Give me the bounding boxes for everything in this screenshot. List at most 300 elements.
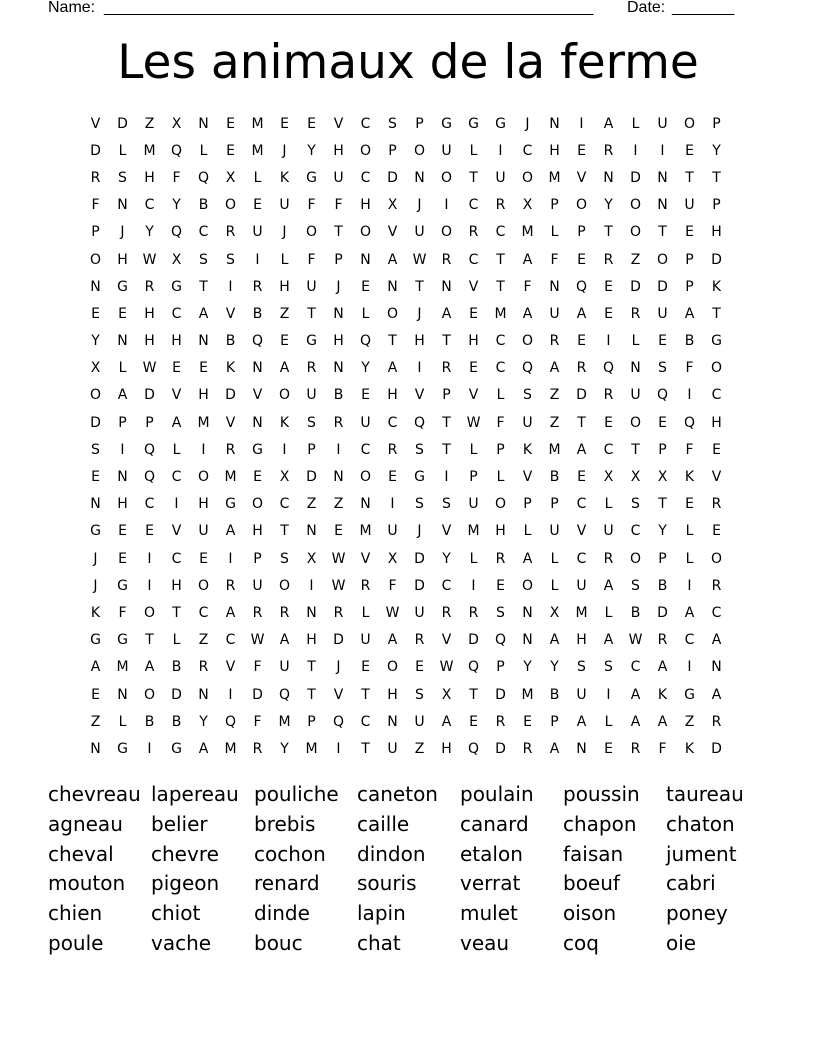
grid-letter[interactable]: R	[225, 577, 236, 594]
grid-letter[interactable]: S	[631, 577, 640, 594]
grid-letter[interactable]: J	[282, 142, 287, 159]
grid-letter[interactable]: U	[306, 387, 317, 404]
grid-letter[interactable]: X	[387, 197, 398, 214]
grid-letter[interactable]: E	[712, 523, 721, 540]
grid-letter[interactable]: U	[549, 305, 560, 322]
grid-letter[interactable]: R	[468, 224, 479, 241]
grid-letter[interactable]: S	[118, 169, 127, 186]
grid-letter[interactable]: S	[91, 441, 100, 458]
grid-letter[interactable]: Z	[144, 115, 155, 132]
grid-letter[interactable]: C	[198, 224, 209, 241]
grid-letter[interactable]: D	[576, 387, 587, 404]
grid-letter[interactable]: A	[522, 251, 533, 268]
letter-grid[interactable]	[82, 110, 730, 763]
grid-letter[interactable]: P	[334, 251, 343, 268]
grid-letter[interactable]: M	[143, 142, 156, 159]
grid-letter[interactable]: R	[549, 333, 560, 350]
grid-letter[interactable]: A	[387, 251, 398, 268]
grid-letter[interactable]: K	[225, 360, 236, 377]
grid-letter[interactable]: O	[224, 197, 237, 214]
grid-letter[interactable]: N	[387, 713, 398, 730]
grid-letter[interactable]: H	[711, 414, 722, 431]
grid-letter[interactable]: L	[631, 115, 640, 132]
grid-letter[interactable]: Y	[199, 713, 208, 730]
grid-letter[interactable]: Q	[467, 740, 480, 757]
grid-letter[interactable]: O	[521, 333, 534, 350]
grid-letter[interactable]: O	[440, 169, 453, 186]
grid-letter[interactable]: H	[468, 333, 479, 350]
grid-letter[interactable]: I	[633, 142, 638, 159]
grid-letter[interactable]: E	[604, 305, 613, 322]
grid-letter[interactable]: B	[549, 469, 560, 486]
grid-letter[interactable]: S	[415, 496, 424, 513]
grid-letter[interactable]: O	[143, 604, 156, 621]
grid-letter[interactable]: M	[548, 441, 561, 458]
grid-letter[interactable]: B	[657, 577, 668, 594]
grid-letter[interactable]: L	[496, 469, 505, 486]
grid-letter[interactable]: P	[685, 278, 694, 295]
grid-letter[interactable]: Z	[630, 251, 641, 268]
grid-letter[interactable]: O	[89, 387, 102, 404]
grid-letter[interactable]: C	[171, 305, 182, 322]
grid-letter[interactable]: H	[198, 496, 209, 513]
grid-letter[interactable]: X	[225, 169, 236, 186]
grid-letter[interactable]: X	[171, 251, 182, 268]
grid-letter[interactable]: L	[361, 305, 370, 322]
grid-letter[interactable]: H	[549, 142, 560, 159]
grid-letter[interactable]: U	[252, 577, 263, 594]
grid-letter[interactable]: B	[171, 659, 182, 676]
grid-letter[interactable]: E	[388, 469, 397, 486]
grid-letter[interactable]: R	[630, 305, 641, 322]
grid-letter[interactable]: Q	[197, 169, 210, 186]
grid-letter[interactable]: R	[657, 632, 668, 649]
grid-letter[interactable]: A	[603, 632, 614, 649]
grid-letter[interactable]: C	[279, 496, 290, 513]
grid-letter[interactable]: E	[361, 659, 370, 676]
grid-letter[interactable]: O	[305, 224, 318, 241]
grid-letter[interactable]: D	[711, 740, 722, 757]
grid-letter[interactable]: O	[656, 251, 669, 268]
grid-letter[interactable]: E	[226, 142, 235, 159]
grid-letter[interactable]: T	[280, 523, 289, 540]
grid-letter[interactable]: L	[469, 142, 478, 159]
grid-letter[interactable]: E	[145, 523, 154, 540]
grid-letter[interactable]: D	[630, 278, 641, 295]
grid-letter[interactable]: R	[441, 604, 452, 621]
grid-letter[interactable]: H	[117, 251, 128, 268]
grid-letter[interactable]: N	[117, 469, 128, 486]
grid-letter[interactable]: Q	[521, 360, 534, 377]
grid-letter[interactable]: Q	[656, 387, 669, 404]
grid-letter[interactable]: T	[442, 333, 451, 350]
grid-letter[interactable]: E	[361, 387, 370, 404]
grid-letter[interactable]: G	[468, 115, 479, 132]
grid-letter[interactable]: A	[144, 659, 155, 676]
grid-letter[interactable]: W	[385, 604, 400, 621]
grid-letter[interactable]: O	[683, 115, 696, 132]
grid-letter[interactable]: L	[199, 142, 208, 159]
grid-letter[interactable]: A	[441, 713, 452, 730]
grid-letter[interactable]: K	[279, 414, 290, 431]
grid-letter[interactable]: H	[576, 632, 587, 649]
grid-letter[interactable]: V	[468, 278, 479, 295]
grid-letter[interactable]: A	[711, 632, 722, 649]
grid-letter[interactable]: U	[657, 305, 668, 322]
grid-letter[interactable]: B	[144, 713, 155, 730]
grid-letter[interactable]: T	[442, 414, 451, 431]
grid-letter[interactable]: R	[333, 604, 344, 621]
grid-letter[interactable]: X	[657, 469, 668, 486]
grid-letter[interactable]: E	[118, 550, 127, 567]
grid-letter[interactable]: A	[711, 686, 722, 703]
grid-letter[interactable]: I	[606, 333, 611, 350]
grid-letter[interactable]: L	[469, 550, 478, 567]
grid-letter[interactable]: M	[467, 523, 480, 540]
grid-letter[interactable]: L	[631, 333, 640, 350]
grid-letter[interactable]: R	[252, 278, 263, 295]
grid-letter[interactable]: W	[439, 659, 454, 676]
grid-letter[interactable]: O	[386, 659, 399, 676]
grid-letter[interactable]: A	[549, 360, 560, 377]
grid-letter[interactable]: G	[495, 115, 506, 132]
grid-letter[interactable]: R	[603, 387, 614, 404]
grid-letter[interactable]: T	[172, 604, 181, 621]
grid-letter[interactable]: K	[684, 740, 695, 757]
grid-letter[interactable]: M	[251, 115, 264, 132]
grid-letter[interactable]: X	[171, 115, 182, 132]
grid-letter[interactable]: R	[441, 360, 452, 377]
grid-letter[interactable]: A	[603, 577, 614, 594]
grid-letter[interactable]: Z	[333, 496, 344, 513]
grid-letter[interactable]: C	[198, 604, 209, 621]
grid-letter[interactable]: R	[252, 604, 263, 621]
grid-letter[interactable]: I	[147, 740, 152, 757]
grid-letter[interactable]: R	[333, 414, 344, 431]
grid-letter[interactable]: S	[523, 387, 532, 404]
grid-letter[interactable]: H	[387, 686, 398, 703]
grid-letter[interactable]: Q	[170, 142, 183, 159]
grid-letter[interactable]: C	[144, 496, 155, 513]
grid-letter[interactable]: C	[711, 604, 722, 621]
grid-letter[interactable]: S	[226, 251, 235, 268]
grid-letter[interactable]: E	[604, 278, 613, 295]
grid-letter[interactable]: Y	[523, 659, 532, 676]
grid-letter[interactable]: K	[711, 278, 722, 295]
grid-letter[interactable]: S	[631, 496, 640, 513]
grid-letter[interactable]: P	[145, 414, 154, 431]
grid-letter[interactable]: T	[415, 278, 424, 295]
grid-letter[interactable]: G	[90, 632, 101, 649]
grid-letter[interactable]: E	[685, 224, 694, 241]
grid-letter[interactable]: P	[550, 713, 559, 730]
grid-letter[interactable]: A	[549, 632, 560, 649]
grid-letter[interactable]: O	[629, 550, 642, 567]
grid-letter[interactable]: E	[91, 469, 100, 486]
grid-letter[interactable]: L	[604, 604, 613, 621]
grid-letter[interactable]: G	[90, 523, 101, 540]
grid-letter[interactable]: T	[361, 740, 370, 757]
grid-letter[interactable]: L	[604, 496, 613, 513]
grid-letter[interactable]: W	[628, 632, 643, 649]
grid-letter[interactable]: H	[387, 387, 398, 404]
grid-letter[interactable]: Q	[575, 278, 588, 295]
grid-letter[interactable]: R	[225, 224, 236, 241]
grid-letter[interactable]: T	[388, 333, 397, 350]
grid-letter[interactable]: P	[442, 387, 451, 404]
grid-letter[interactable]: S	[442, 496, 451, 513]
grid-letter[interactable]: Q	[143, 441, 156, 458]
grid-letter[interactable]: W	[412, 251, 427, 268]
grid-letter[interactable]: P	[550, 496, 559, 513]
grid-letter[interactable]: L	[118, 142, 127, 159]
grid-letter[interactable]: L	[118, 360, 127, 377]
grid-letter[interactable]: E	[307, 115, 316, 132]
grid-letter[interactable]: R	[522, 740, 533, 757]
grid-letter[interactable]: Z	[414, 740, 425, 757]
grid-letter[interactable]: L	[172, 441, 181, 458]
grid-letter[interactable]: T	[496, 251, 505, 268]
grid-letter[interactable]: N	[441, 278, 452, 295]
grid-letter[interactable]: N	[90, 496, 101, 513]
grid-letter[interactable]: N	[414, 169, 425, 186]
grid-letter[interactable]: R	[144, 278, 155, 295]
grid-letter[interactable]: D	[387, 169, 398, 186]
grid-letter[interactable]: V	[522, 469, 533, 486]
name-blank-line[interactable]: _______________________________________________________	[104, 0, 594, 16]
grid-letter[interactable]: H	[360, 197, 371, 214]
grid-letter[interactable]: C	[468, 251, 479, 268]
grid-letter[interactable]: E	[577, 251, 586, 268]
grid-letter[interactable]: L	[361, 604, 370, 621]
grid-letter[interactable]: E	[118, 305, 127, 322]
grid-letter[interactable]: M	[575, 604, 588, 621]
grid-letter[interactable]: Y	[172, 197, 181, 214]
grid-letter[interactable]: N	[117, 333, 128, 350]
grid-letter[interactable]: U	[441, 142, 452, 159]
grid-letter[interactable]: U	[360, 632, 371, 649]
grid-letter[interactable]: U	[414, 713, 425, 730]
grid-letter[interactable]: I	[660, 142, 665, 159]
grid-letter[interactable]: I	[444, 469, 449, 486]
grid-letter[interactable]: A	[522, 305, 533, 322]
grid-letter[interactable]: C	[171, 550, 182, 567]
grid-letter[interactable]: M	[197, 414, 210, 431]
grid-letter[interactable]: O	[629, 224, 642, 241]
grid-letter[interactable]: R	[603, 550, 614, 567]
grid-letter[interactable]: S	[415, 686, 424, 703]
grid-letter[interactable]: J	[93, 577, 98, 594]
grid-letter[interactable]: C	[441, 577, 452, 594]
grid-letter[interactable]: I	[417, 360, 422, 377]
grid-letter[interactable]: F	[550, 251, 559, 268]
grid-letter[interactable]: C	[171, 469, 182, 486]
grid-letter[interactable]: A	[576, 441, 587, 458]
grid-letter[interactable]: H	[198, 387, 209, 404]
grid-letter[interactable]: M	[305, 740, 318, 757]
grid-letter[interactable]: R	[711, 713, 722, 730]
grid-letter[interactable]: G	[225, 496, 236, 513]
grid-letter[interactable]: S	[604, 659, 613, 676]
grid-letter[interactable]: O	[89, 251, 102, 268]
grid-letter[interactable]: G	[441, 115, 452, 132]
grid-letter[interactable]: S	[577, 659, 586, 676]
grid-letter[interactable]: I	[147, 577, 152, 594]
grid-letter[interactable]: P	[469, 469, 478, 486]
grid-letter[interactable]: L	[604, 713, 613, 730]
grid-letter[interactable]: M	[278, 713, 291, 730]
grid-letter[interactable]: Q	[143, 469, 156, 486]
grid-letter[interactable]: E	[604, 414, 613, 431]
grid-letter[interactable]: X	[603, 469, 614, 486]
grid-letter[interactable]: E	[199, 550, 208, 567]
grid-letter[interactable]: W	[142, 360, 157, 377]
grid-letter[interactable]: B	[549, 686, 560, 703]
grid-letter[interactable]: W	[142, 251, 157, 268]
grid-letter[interactable]: X	[441, 686, 452, 703]
grid-letter[interactable]: O	[278, 387, 291, 404]
grid-letter[interactable]: U	[549, 523, 560, 540]
grid-letter[interactable]: Q	[467, 659, 480, 676]
grid-letter[interactable]: N	[117, 197, 128, 214]
grid-letter[interactable]: H	[495, 523, 506, 540]
grid-letter[interactable]: H	[252, 523, 263, 540]
grid-letter[interactable]: J	[282, 224, 287, 241]
grid-letter[interactable]: R	[630, 740, 641, 757]
grid-letter[interactable]: H	[171, 577, 182, 594]
grid-letter[interactable]: G	[252, 441, 263, 458]
grid-letter[interactable]: U	[387, 740, 398, 757]
grid-letter[interactable]: F	[307, 197, 316, 214]
grid-letter[interactable]: F	[91, 197, 100, 214]
grid-letter[interactable]: O	[521, 169, 534, 186]
grid-letter[interactable]: I	[687, 387, 692, 404]
grid-letter[interactable]: J	[93, 550, 98, 567]
grid-letter[interactable]: T	[577, 414, 586, 431]
grid-letter[interactable]: U	[414, 604, 425, 621]
grid-letter[interactable]: E	[685, 496, 694, 513]
grid-letter[interactable]: R	[495, 197, 506, 214]
grid-letter[interactable]: O	[143, 686, 156, 703]
grid-letter[interactable]: I	[390, 496, 395, 513]
grid-letter[interactable]: N	[306, 523, 317, 540]
grid-letter[interactable]: Z	[684, 713, 695, 730]
grid-letter[interactable]: A	[171, 414, 182, 431]
grid-letter[interactable]: L	[685, 550, 694, 567]
grid-letter[interactable]: S	[280, 550, 289, 567]
grid-letter[interactable]: N	[198, 686, 209, 703]
grid-letter[interactable]: C	[144, 197, 155, 214]
grid-letter[interactable]: B	[198, 197, 209, 214]
grid-letter[interactable]: G	[171, 278, 182, 295]
grid-letter[interactable]: V	[711, 469, 722, 486]
grid-letter[interactable]: F	[496, 414, 505, 431]
grid-letter[interactable]: M	[521, 224, 534, 241]
grid-letter[interactable]: H	[441, 740, 452, 757]
grid-letter[interactable]: P	[253, 550, 262, 567]
grid-letter[interactable]: G	[306, 333, 317, 350]
grid-letter[interactable]: E	[415, 659, 424, 676]
grid-letter[interactable]: G	[306, 169, 317, 186]
grid-letter[interactable]: N	[306, 604, 317, 621]
grid-letter[interactable]: P	[712, 197, 721, 214]
grid-letter[interactable]: E	[496, 577, 505, 594]
grid-letter[interactable]: X	[387, 550, 398, 567]
grid-letter[interactable]: R	[387, 441, 398, 458]
grid-letter[interactable]: T	[604, 224, 613, 241]
grid-letter[interactable]: O	[359, 142, 372, 159]
grid-letter[interactable]: T	[469, 686, 478, 703]
grid-letter[interactable]: T	[361, 686, 370, 703]
grid-letter[interactable]: E	[280, 115, 289, 132]
grid-letter[interactable]: A	[576, 713, 587, 730]
grid-letter[interactable]: L	[172, 632, 181, 649]
grid-letter[interactable]: E	[658, 414, 667, 431]
grid-letter[interactable]: F	[523, 278, 532, 295]
grid-letter[interactable]: T	[631, 441, 640, 458]
grid-letter[interactable]: O	[359, 469, 372, 486]
grid-letter[interactable]: O	[278, 577, 291, 594]
grid-letter[interactable]: W	[331, 550, 346, 567]
grid-letter[interactable]: F	[334, 197, 343, 214]
grid-letter[interactable]: D	[117, 115, 128, 132]
grid-letter[interactable]: Z	[90, 713, 101, 730]
grid-letter[interactable]: J	[417, 197, 422, 214]
grid-letter[interactable]: N	[576, 740, 587, 757]
grid-letter[interactable]: T	[307, 659, 316, 676]
grid-letter[interactable]: X	[549, 604, 560, 621]
grid-letter[interactable]: N	[603, 169, 614, 186]
grid-letter[interactable]: O	[197, 577, 210, 594]
grid-letter[interactable]: V	[225, 305, 236, 322]
grid-letter[interactable]: B	[252, 305, 263, 322]
grid-letter[interactable]: O	[494, 496, 507, 513]
grid-letter[interactable]: Y	[712, 142, 721, 159]
grid-letter[interactable]: D	[495, 740, 506, 757]
grid-letter[interactable]: E	[658, 333, 667, 350]
grid-letter[interactable]: P	[496, 441, 505, 458]
grid-letter[interactable]: O	[251, 496, 264, 513]
grid-letter[interactable]: A	[630, 686, 641, 703]
grid-letter[interactable]: A	[387, 360, 398, 377]
grid-letter[interactable]: C	[684, 632, 695, 649]
grid-letter[interactable]: C	[387, 414, 398, 431]
grid-letter[interactable]: N	[252, 360, 263, 377]
grid-letter[interactable]: N	[333, 305, 344, 322]
grid-letter[interactable]: V	[576, 523, 587, 540]
grid-letter[interactable]: N	[198, 333, 209, 350]
grid-letter[interactable]: J	[525, 115, 530, 132]
grid-letter[interactable]: N	[657, 197, 668, 214]
grid-letter[interactable]: T	[496, 278, 505, 295]
grid-letter[interactable]: O	[710, 550, 723, 567]
grid-letter[interactable]: N	[90, 278, 101, 295]
grid-letter[interactable]: Y	[550, 659, 559, 676]
grid-letter[interactable]: L	[550, 577, 559, 594]
grid-letter[interactable]: E	[199, 360, 208, 377]
grid-letter[interactable]: C	[495, 333, 506, 350]
grid-letter[interactable]: K	[279, 169, 290, 186]
grid-letter[interactable]: X	[522, 197, 533, 214]
grid-letter[interactable]: V	[225, 414, 236, 431]
grid-letter[interactable]: X	[306, 550, 317, 567]
grid-letter[interactable]: N	[522, 632, 533, 649]
grid-letter[interactable]: L	[685, 523, 694, 540]
grid-letter[interactable]: O	[197, 469, 210, 486]
grid-letter[interactable]: D	[144, 387, 155, 404]
grid-letter[interactable]: A	[90, 659, 101, 676]
grid-letter[interactable]: H	[144, 305, 155, 322]
